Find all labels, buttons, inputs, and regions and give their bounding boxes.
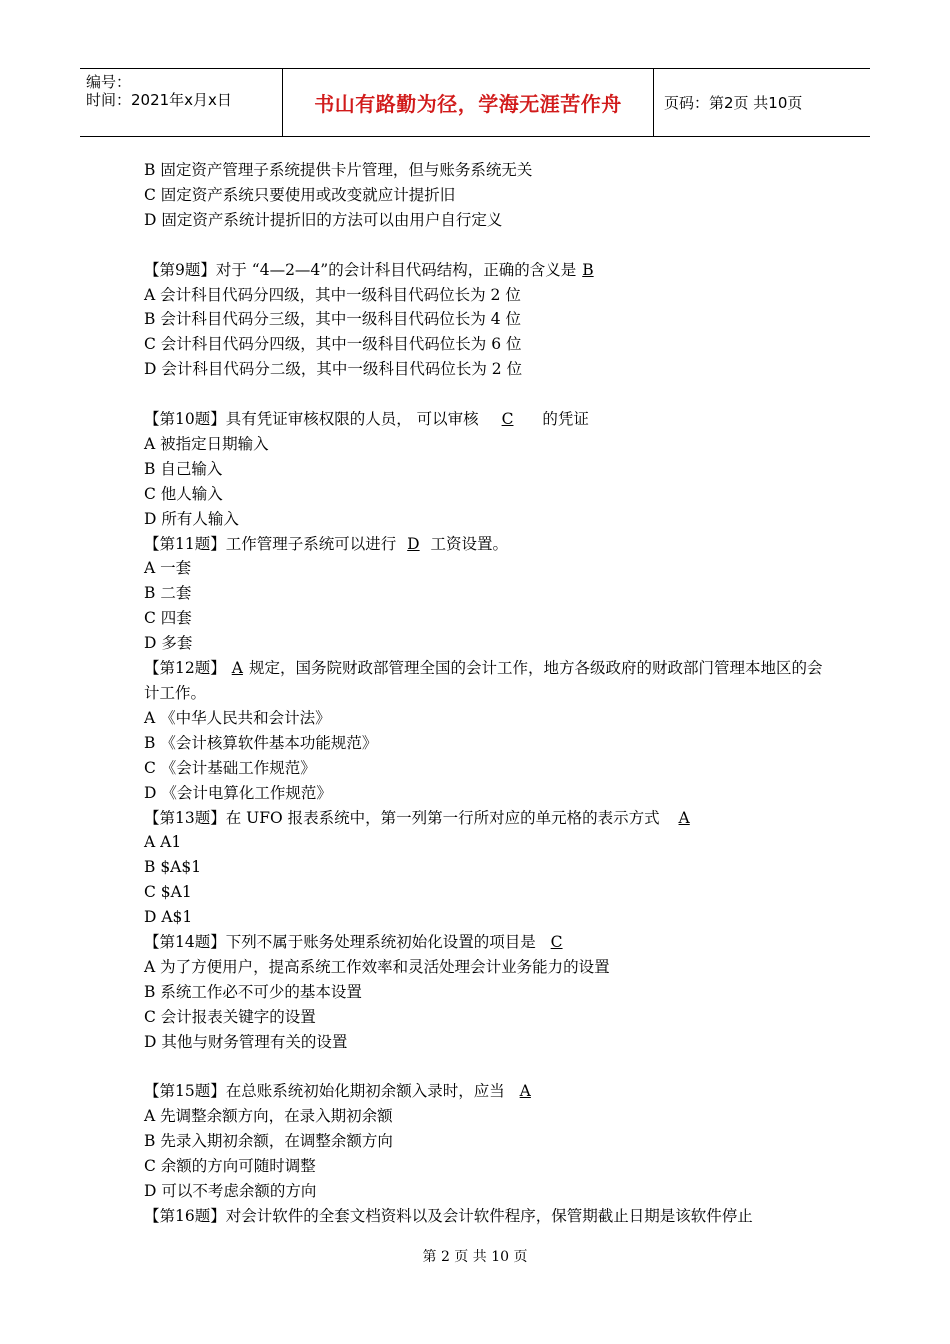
- question-13: [144, 806, 824, 831]
- header-meta: [80, 69, 282, 136]
- spacer: [144, 382, 824, 407]
- answer-blank: A: [519, 1082, 531, 1101]
- option-line: B 会计科目代码分三级，其中一级科目代码位长为 4 位: [144, 310, 522, 329]
- question-text: 【第13题】在 UFO 报表系统中，第一列第一行所对应的单元格的表示方式: [144, 808, 660, 827]
- option-line: C 他人输入: [144, 484, 223, 503]
- question-text: 【第12题】: [144, 659, 226, 678]
- answer-blank: A: [678, 808, 690, 827]
- answer-blank: C: [550, 933, 563, 952]
- answer-blank: B: [582, 260, 594, 279]
- option-line: A A1: [144, 833, 182, 852]
- question-text-tail: 的凭证: [542, 410, 589, 429]
- answer-blank: A: [231, 659, 243, 678]
- option-line: C 余额的方向可随时调整: [144, 1157, 316, 1176]
- option-line: B $A$1: [144, 858, 202, 877]
- option-line: A 《中华人民共和会计法》: [144, 708, 331, 727]
- question-text: 【第15题】在总账系统初始化期初余额入录时，应当: [144, 1082, 505, 1101]
- option-line: D A$1: [144, 908, 193, 927]
- document-header: [80, 68, 870, 137]
- option-line: A 被指定日期输入: [144, 434, 269, 453]
- question-10: [144, 407, 824, 432]
- page-footer: 第 2 页 共 10 页: [422, 1249, 528, 1265]
- option-line: B 先录入期初余额，在调整余额方向: [144, 1132, 393, 1151]
- motto: 书山有路勤为径，学海无涯苦作舟: [314, 92, 622, 116]
- option-line: C $A1: [144, 883, 192, 902]
- question-14: [144, 930, 824, 955]
- option-line: C 会计报表关键字的设置: [144, 1007, 316, 1026]
- option-line: D 固定资产系统计提折旧的方法可以由用户自行定义: [144, 210, 503, 229]
- question-11: [144, 532, 824, 557]
- spacer: [144, 233, 824, 258]
- document-body: [144, 158, 824, 1229]
- option-line: C 会计科目代码分四级，其中一级科目代码位长为 6 位: [144, 335, 522, 354]
- page-info: 页码：第2页 共10页: [664, 94, 803, 112]
- question-text: 【第11题】工作管理子系统可以进行: [144, 534, 397, 553]
- question-text-tail: 工资设置。: [430, 534, 509, 553]
- option-line: A 会计科目代码分四级，其中一级科目代码位长为 2 位: [144, 285, 521, 304]
- date-line: 时间：2021年x月x日: [86, 91, 232, 109]
- option-line: A 为了方便用户，提高系统工作效率和灵活处理会计业务能力的设置: [144, 957, 610, 976]
- question-text-tail: 规定，国务院财政部管理全国的会计工作，地方各级政府的财政部门管理本地区的会计工作。: [144, 659, 823, 702]
- option-line: B 自己输入: [144, 459, 223, 478]
- option-line: D 会计科目代码分二级，其中一级科目代码位长为 2 位: [144, 360, 523, 379]
- question-9: [144, 258, 824, 283]
- doc-number-label: 编号：: [86, 73, 132, 91]
- question-15: [144, 1079, 824, 1104]
- option-line: A 先调整余额方向，在录入期初余额: [144, 1107, 393, 1126]
- option-line: D 多套: [144, 634, 193, 653]
- option-line: D 《会计电算化工作规范》: [144, 783, 332, 802]
- spacer: [144, 1055, 824, 1080]
- question-16: 【第16题】对会计软件的全套文档资料以及会计软件程序，保管期截止日期是该软件停止: [144, 1207, 753, 1226]
- option-line: C 四套: [144, 609, 192, 628]
- option-line: B 《会计核算软件基本功能规范》: [144, 733, 378, 752]
- question-text: 【第9题】对于 “4—2—4”的会计科目代码结构，正确的含义是: [144, 260, 577, 279]
- option-line: D 其他与财务管理有关的设置: [144, 1032, 348, 1051]
- answer-blank: C: [501, 410, 514, 429]
- option-line: D 可以不考虑余额的方向: [144, 1182, 317, 1201]
- option-line: D 所有人输入: [144, 509, 239, 528]
- question-text: 【第14题】下列不属于账务处理系统初始化设置的项目是: [144, 933, 536, 952]
- option-line: C 固定资产系统只要使用或改变就应计提折旧: [144, 185, 456, 204]
- header-page-info: [654, 69, 870, 136]
- header-motto-cell: [282, 69, 654, 136]
- question-12: [144, 656, 824, 706]
- question-text: 【第10题】具有凭证审核权限的人员， 可以审核: [144, 410, 479, 429]
- option-line: B 二套: [144, 584, 192, 603]
- answer-blank: D: [407, 534, 420, 553]
- option-line: A 一套: [144, 559, 192, 578]
- option-line: C 《会计基础工作规范》: [144, 758, 316, 777]
- option-line: B 系统工作必不可少的基本设置: [144, 982, 362, 1001]
- option-line: B 固定资产管理子系统提供卡片管理，但与账务系统无关: [144, 161, 533, 179]
